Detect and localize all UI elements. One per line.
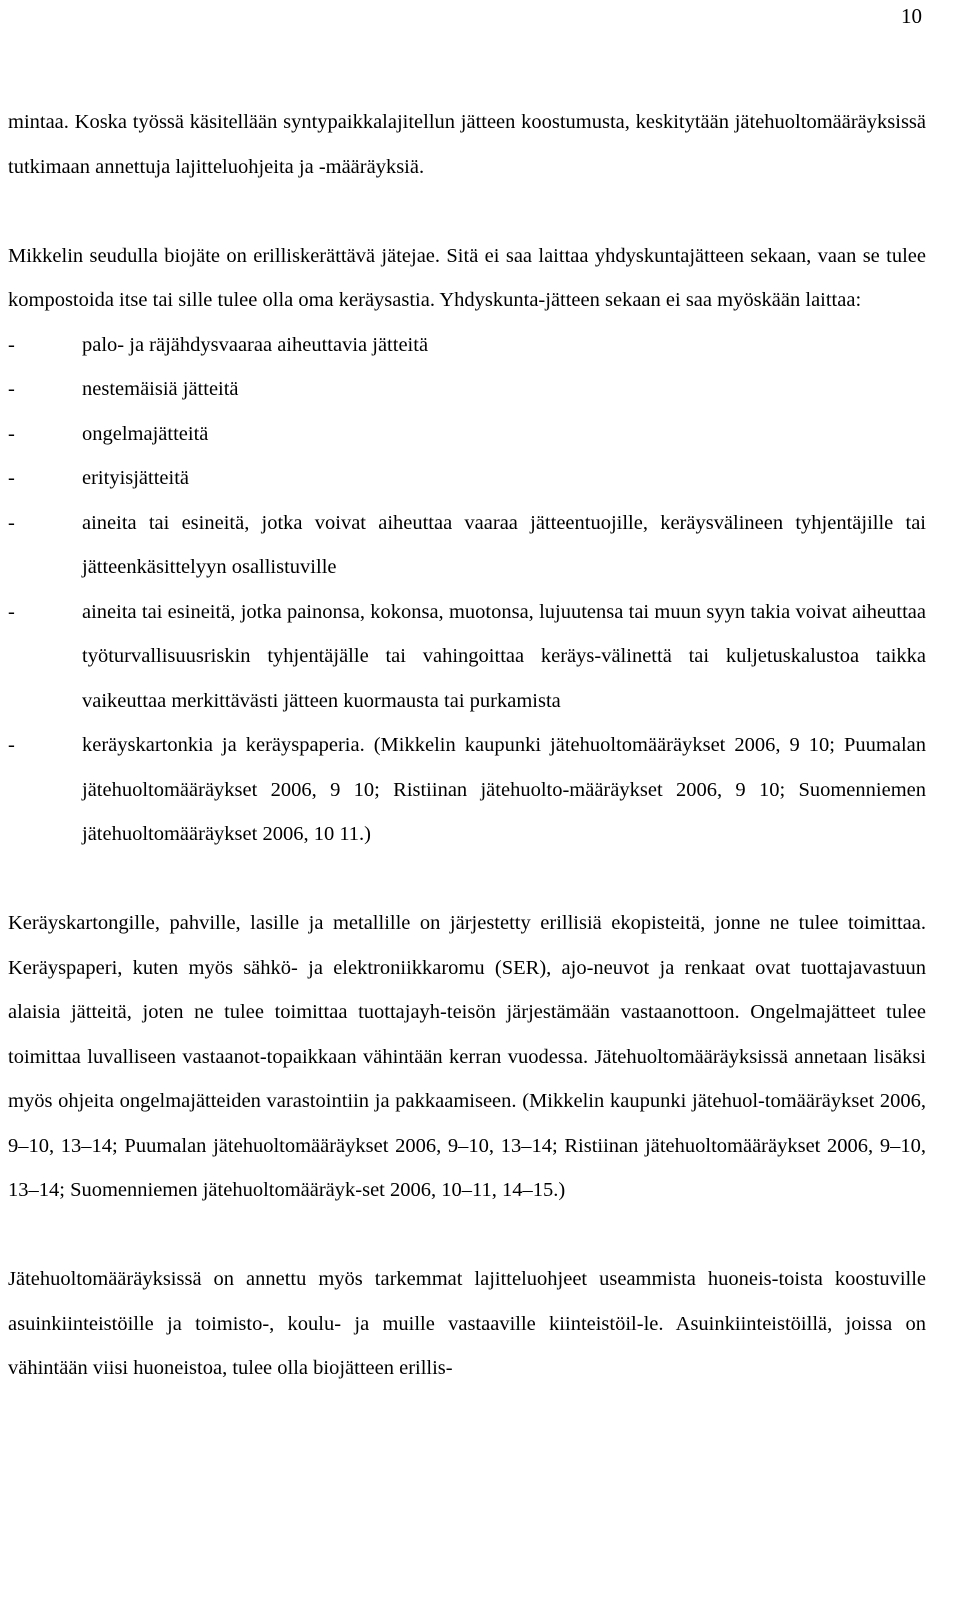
list-item	[8, 590, 926, 724]
list-item	[8, 501, 926, 590]
paragraph-intro: mintaa. Koska työssä käsitellään syntypaikkalajitellun jätteen koostumusta, keskitytään jätehuoltomääräyksissä tutkimaan annettuja lajitteluohjeita ja -määräyksiä.	[8, 111, 926, 178]
list-dash: -	[8, 600, 15, 623]
paragraph-gap	[8, 189, 926, 234]
prohibited-waste-list	[8, 323, 926, 857]
list-item	[8, 367, 926, 412]
list-item	[8, 412, 926, 457]
document-body	[8, 100, 926, 1391]
list-item-text: nestemäisiä jätteitä	[82, 378, 239, 400]
list-item-text: aineita tai esineitä, jotka painonsa, kokonsa, muotonsa, lujuutensa tai muun syyn takia voivat aiheuttaa työturvallisuusriskin tyhjentäjälle tai vahingoittaa keräys-välinettä tai kuljetuskalustoa taikka vaikeuttaa merkittävästi jätteen kuormausta tai purkamista	[82, 600, 926, 712]
list-item-text: keräyskartonkia ja keräyspaperia. (Mikkelin kaupunki jätehuoltomääräykset 2006, 9 10; Puumalan jätehuoltomääräykset 2006, 9 10; Ristiinan jätehuolto-määräykset 2006, 9 10; Suomenniemen jätehuoltomääräykset 2006, 10 11.)	[82, 734, 926, 845]
list-dash: -	[8, 378, 15, 400]
list-dash: -	[8, 467, 15, 489]
list-item	[8, 723, 926, 857]
paragraph-gap	[8, 857, 926, 902]
list-item-text: ongelmajätteitä	[82, 422, 209, 445]
list-item-text: palo- ja räjähdysvaaraa aiheuttavia jätteitä	[82, 333, 429, 356]
list-dash: -	[8, 734, 15, 756]
paragraph-biowaste: Mikkelin seudulla biojäte on erilliskerättävä jätejae. Sitä ei saa laittaa yhdyskuntajätteen sekaan, vaan se tulee kompostoida itse tai sille tulee olla oma keräysastia. Yhdyskunta-jätteen sekaan ei saa myöskään laittaa:	[8, 244, 926, 311]
list-item-text: erityisjätteitä	[82, 467, 190, 489]
paragraph-collection-points: Keräyskartongille, pahville, lasille ja metallille on järjestetty erillisiä ekopisteitä, jonne ne tulee toimittaa. Keräyspaperi, kuten myös sähkö- ja elektroniikkaromu (SER), ajo-neuvot ja renkaat ovat tuottajavastuun alaisia jätteitä, joten ne tulee toimittaa tuottajayh-teisön järjestämään vastaanottoon. Ongelmajätteet tulee toimittaa luvalliseen vastaanot-topaikkaan vähintään kerran vuodessa. Jätehuoltomääräyksissä annetaan lisäksi myös ohjeita ongelmajätteiden varastointiin ja pakkaamiseen. (Mikkelin kaupunki jätehuol-tomääräykset 2006, 9–10, 13–14; Puumalan jätehuoltomääräykset 2006, 9–10, 13–14; Ristiinan jätehuoltomääräykset 2006, 9–10, 13–14; Suomenniemen jätehuoltomääräyk-set 2006, 10–11, 14–15.)	[8, 912, 926, 1201]
list-dash: -	[8, 511, 15, 534]
list-dash: -	[8, 422, 15, 445]
list-item	[8, 323, 926, 368]
list-item	[8, 456, 926, 501]
page-number: 10	[901, 4, 922, 28]
paragraph-sorting-instructions: Jätehuoltomääräyksissä on annettu myös tarkemmat lajitteluohjeet useammista huoneis-toista koostuville asuinkiinteistöille ja toimisto-, koulu- ja muille vastaaville kiinteistöil-le. Asuinkiinteistöillä, joissa on vähintään viisi huoneistoa, tulee olla biojätteen erillis-	[8, 1268, 926, 1379]
list-dash: -	[8, 333, 15, 356]
list-item-text: aineita tai esineitä, jotka voivat aiheuttaa vaaraa jätteentuojille, keräysvälineen tyhjentäjille tai jätteenkäsittelyyn osallistuville	[82, 511, 926, 578]
paragraph-gap	[8, 1213, 926, 1258]
